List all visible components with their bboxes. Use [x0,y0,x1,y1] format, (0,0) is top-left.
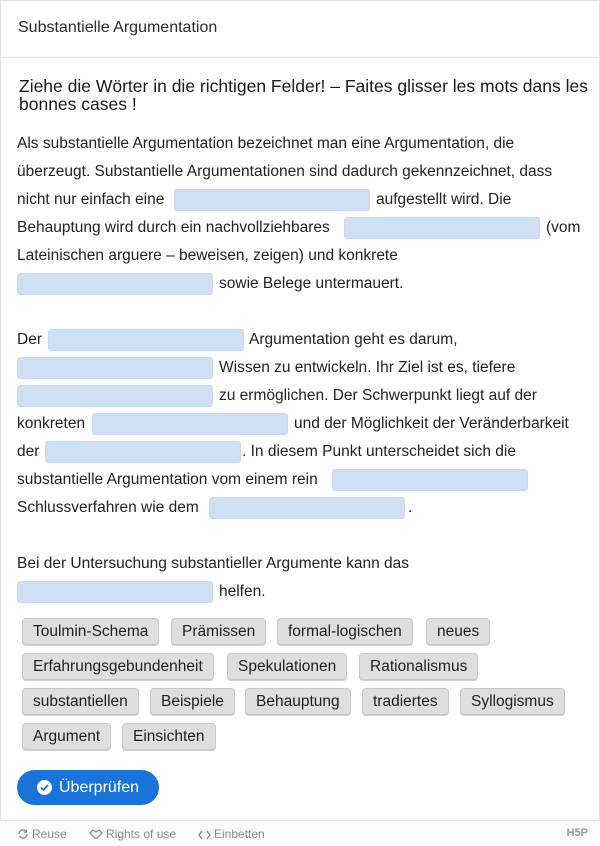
handshake-icon [89,828,103,840]
drop-zone-3[interactable] [17,273,213,295]
rights-of-use-link[interactable] [89,827,176,841]
draggable-word[interactable]: Prämissen [171,618,266,645]
drop-zone-9[interactable] [332,469,528,491]
drop-zone-10[interactable] [209,497,405,519]
draggable-word[interactable]: tradiertes [362,688,449,715]
reuse-icon [17,828,29,840]
text-line: überzeugt. Substantielle Argumentationen sind dadurch gekennzeichnet, dass [17,163,553,180]
drop-zone-6[interactable] [17,385,213,407]
draggable-word[interactable]: substantiellen [22,688,139,715]
page-title: Substantielle Argumentation [18,19,218,36]
reuse-label: Reuse [32,827,67,841]
draggable-word[interactable]: Toulmin-Schema [22,618,159,645]
check-circle-icon [37,780,52,795]
text-line: sowie Belege untermauert. [219,275,404,292]
draggable-word[interactable]: Argument [22,723,111,750]
drop-zone-8[interactable] [45,441,241,463]
text-line: zu ermöglichen. Der Schwerpunkt liegt auf der [219,387,537,404]
text-line: Argumentation geht es darum, [249,331,458,348]
text-line: (vom [546,219,581,236]
h5p-logo[interactable]: H5P [566,827,588,839]
text-line: . In diesem Punkt unterscheidet sich die [242,443,516,460]
text-line: nicht nur einfach eine [17,191,165,208]
text-line: . [408,499,413,516]
text-line: aufgestellt wird. Die [376,191,512,208]
drop-zone-4[interactable] [48,329,244,351]
text-line: Wissen zu entwickeln. Ihr Ziel ist es, tiefere [219,359,516,376]
text-line: helfen. [219,583,266,600]
title-bar [0,0,600,58]
text-line: Schlussverfahren wie dem [17,499,199,516]
drop-zone-2[interactable] [344,217,540,239]
drop-zone-1[interactable] [174,189,370,211]
draggable-word[interactable]: formal-logischen [277,618,413,645]
draggable-word[interactable]: Beispiele [150,688,235,715]
text-line: konkreten [17,415,86,432]
drop-zone-11[interactable] [17,581,213,603]
reuse-link[interactable] [17,827,67,841]
check-button-label: Überprüfen [59,779,140,796]
draggable-word[interactable]: Spekulationen [227,653,347,680]
drop-zone-5[interactable] [17,357,213,379]
check-button[interactable] [17,770,159,805]
draggable-word[interactable]: neues [426,618,490,645]
footer-bar [0,820,600,846]
text-line: Behauptung wird durch ein nachvollziehbares [17,219,330,236]
text-line: und der Möglichkeit der Veränderbarkeit [294,415,569,432]
draggable-word[interactable]: Erfahrungsgebundenheit [22,653,214,680]
text-line: Der [17,331,42,348]
rights-of-use-label: Rights of use [106,827,177,841]
text-line: substantielle Argumentation vom einem rein [17,471,318,488]
draggable-word[interactable]: Einsichten [122,723,216,750]
task-instruction: Ziehe die Wörter in die richtigen Felder! – Faites glisser les mots dans les bonnes cases ! [19,76,588,114]
drop-zone-7[interactable] [92,413,288,435]
code-icon [198,830,211,840]
embed-link[interactable] [198,827,265,841]
draggable-word[interactable]: Rationalismus [359,653,478,680]
text-line: Bei der Untersuchung substantieller Argumente kann das [17,555,410,572]
embed-label: Einbetten [214,827,265,841]
text-line: Lateinischen arguere – beweisen, zeigen) und konkrete [17,247,398,264]
draggable-word[interactable]: Syllogismus [460,688,565,715]
text-line: Als substantielle Argumentation bezeichnet man eine Argumentation, die [17,135,515,152]
draggable-word[interactable]: Behauptung [245,688,351,715]
text-line: der [17,443,40,460]
